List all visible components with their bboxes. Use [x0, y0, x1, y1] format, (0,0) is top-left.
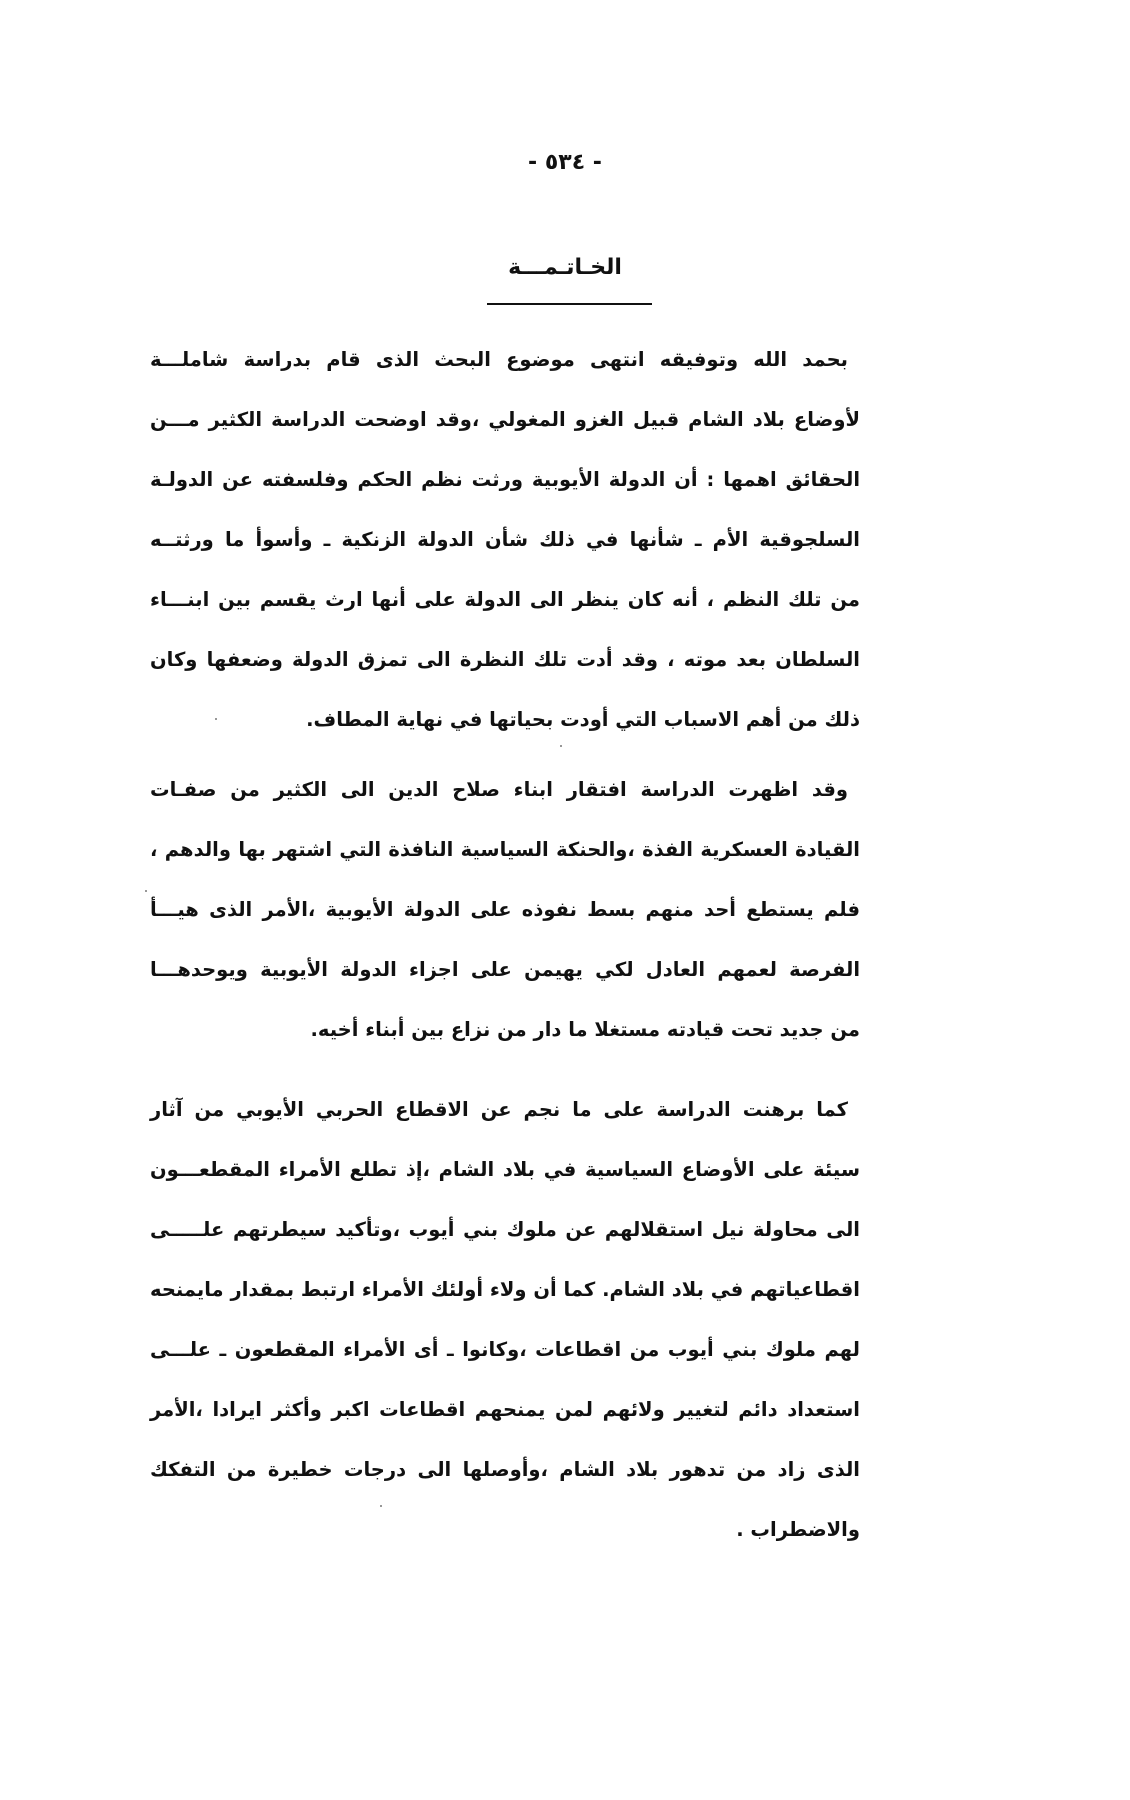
- scan-speck: [215, 718, 217, 720]
- title-underline: [487, 303, 652, 305]
- chapter-title: الخـاتـمـــة: [508, 255, 622, 280]
- text-line: من تلك النظم ، أنه كان ينظر الى الدولة على أنها ارث يقسم بين ابنـــاء: [150, 588, 860, 611]
- scan-speck: [380, 1505, 382, 1507]
- paragraph-1: [150, 330, 860, 750]
- text-line: الذى زاد من تدهور بلاد الشام ،وأوصلها الى درجات خطيرة من التفكك: [150, 1458, 860, 1481]
- scan-speck: [560, 745, 562, 747]
- page-number: - ٥٣٤ -: [528, 150, 602, 175]
- text-line: لأوضاع بلاد الشام قبيل الغزو المغولي ،وقد اوضحت الدراسة الكثير مـــن: [150, 408, 860, 431]
- text-line: الى محاولة نيل استقلالهم عن ملوك بني أيوب ،وتأكيد سيطرتهم علـــــى: [150, 1218, 860, 1241]
- text-line: القيادة العسكرية الفذة ،والحنكة السياسية النافذة التي اشتهر بها والدهم ،: [150, 838, 860, 861]
- paragraph-2: [150, 760, 860, 1060]
- text-line: السلطان بعد موته ، وقد أدت تلك النظرة الى تمزق الدولة وضعفها وكان: [150, 648, 860, 671]
- text-line: لهم ملوك بني أيوب من اقطاعات ،وكانوا ـ أى الأمراء المقطعون ـ علـــى: [150, 1338, 860, 1361]
- text-line: كما برهنت الدراسة على ما نجم عن الاقطاع الحربي الأيوبي من آثار: [150, 1098, 848, 1121]
- text-line: من جديد تحت قيادته مستغلا ما دار من نزاع بين أبناء أخيه.: [310, 1018, 860, 1041]
- text-line: ذلك من أهم الاسباب التي أودت بحياتها في نهاية المطاف.: [306, 708, 860, 731]
- text-line: السلجوقية الأم ـ شأنها في ذلك شأن الدولة الزنكية ـ وأسوأ ما ورثتــه: [150, 528, 860, 551]
- text-line: بحمد الله وتوفيقه انتهى موضوع البحث الذى قام بدراسة شاملـــة: [150, 348, 848, 371]
- scan-speck: [145, 890, 147, 892]
- paragraph-3: [150, 1080, 860, 1560]
- text-line: سيئة على الأوضاع السياسية في بلاد الشام ،إذ تطلع الأمراء المقطعـــون: [150, 1158, 860, 1181]
- text-line: الفرصة لعمهم العادل لكي يهيمن على اجزاء الدولة الأيوبية ويوحدهـــا: [150, 958, 860, 981]
- text-line: فلم يستطع أحد منهم بسط نفوذه على الدولة الأيوبية ،الأمر الذى هيـــأ: [150, 898, 860, 921]
- text-line: استعداد دائم لتغيير ولائهم لمن يمنحهم اقطاعات اكبر وأكثر ايرادا ،الأمر: [150, 1398, 860, 1421]
- text-line: والاضطراب .: [736, 1518, 860, 1541]
- text-line: اقطاعياتهم في بلاد الشام. كما أن ولاء أولئك الأمراء ارتبط بمقدار مايمنحه: [150, 1278, 860, 1301]
- text-line: الحقائق اهمها : أن الدولة الأيوبية ورثت نظم الحكم وفلسفته عن الدولـة: [150, 468, 860, 491]
- text-line: وقد اظهرت الدراسة افتقار ابناء صلاح الدين الى الكثير من صفـات: [150, 778, 848, 801]
